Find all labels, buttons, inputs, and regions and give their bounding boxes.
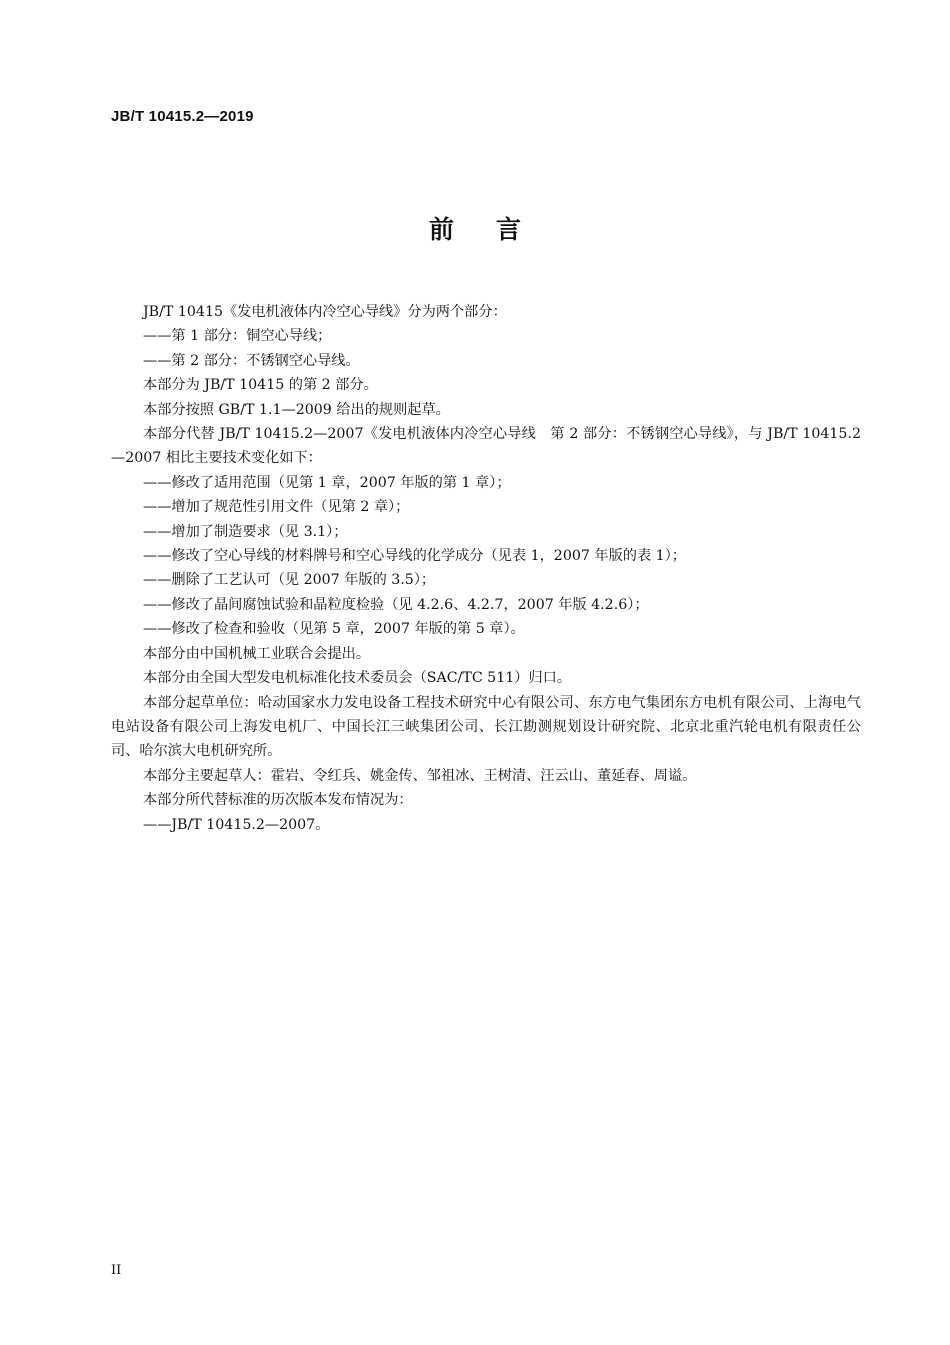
list-item: ——JB/T 10415.2—2007。 (143, 816, 330, 833)
list-item: ——修改了适用范围（见第 1 章，2007 年版的第 1 章）； (143, 474, 511, 491)
list-item: ——修改了空心导线的材料牌号和空心导线的化学成分（见表 1，2007 年版的表 1）； (143, 548, 686, 565)
list-item: ——增加了规范性引用文件（见第 2 章）； (143, 499, 410, 516)
paragraph: 本部分由中国机械工业联合会提出。 (143, 645, 371, 662)
paragraph: 本部分按照 GB/T 1.1—2009 给出的规则起草。 (143, 401, 450, 418)
standard-code-header: JB/T 10415.2—2019 (111, 108, 254, 125)
list-item: ——修改了晶间腐蚀试验和晶粒度检验（见 4.2.6、4.2.7，2007 年版 4.2.6）； (143, 596, 649, 613)
paragraph: 本部分为 JB/T 10415 的第 2 部分。 (143, 377, 378, 394)
paragraph: 本部分代替 JB/T 10415.2—2007《发电机液体内冷空心导线 第 2 部分：不锈钢空心导线》，与 JB/T 10415.2—2007 相比主要技术变化如下： (111, 426, 861, 467)
paragraph: 本部分所代替标准的历次版本发布情况为： (143, 792, 413, 809)
list-item: ——删除了工艺认可（见 2007 年版的 3.5）； (143, 572, 436, 589)
paragraph: 本部分由全国大型发电机标准化技术委员会（SAC/TC 511）归口。 (143, 670, 572, 687)
list-item: ——修改了检查和验收（见第 5 章，2007 年版的第 5 章）。 (143, 621, 525, 638)
page-title: 前言 (428, 215, 563, 244)
foreword-body (111, 300, 861, 837)
paragraph: JB/T 10415《发电机液体内冷空心导线》分为两个部分： (143, 304, 507, 320)
paragraph: 本部分主要起草人：霍岩、令红兵、姚金传、邹祖冰、王树清、汪云山、董延春、周谥。 (143, 767, 697, 784)
list-item: ——第 2 部分：不锈钢空心导线。 (143, 352, 360, 369)
paragraph: 本部分起草单位：哈动国家水力发电设备工程技术研究中心有限公司、东方电气集团东方电机有限公司、上海电气电站设备有限公司上海发电机厂、中国长江三峡集团公司、长江勘测规划设计研究院、北京北重汽轮电机有限责任公司、哈尔滨大电机研究所。 (111, 694, 861, 760)
page-number: II (111, 1263, 122, 1278)
list-item: ——第 1 部分：铜空心导线； (143, 328, 332, 345)
list-item: ——增加了制造要求（见 3.1）； (143, 523, 348, 540)
